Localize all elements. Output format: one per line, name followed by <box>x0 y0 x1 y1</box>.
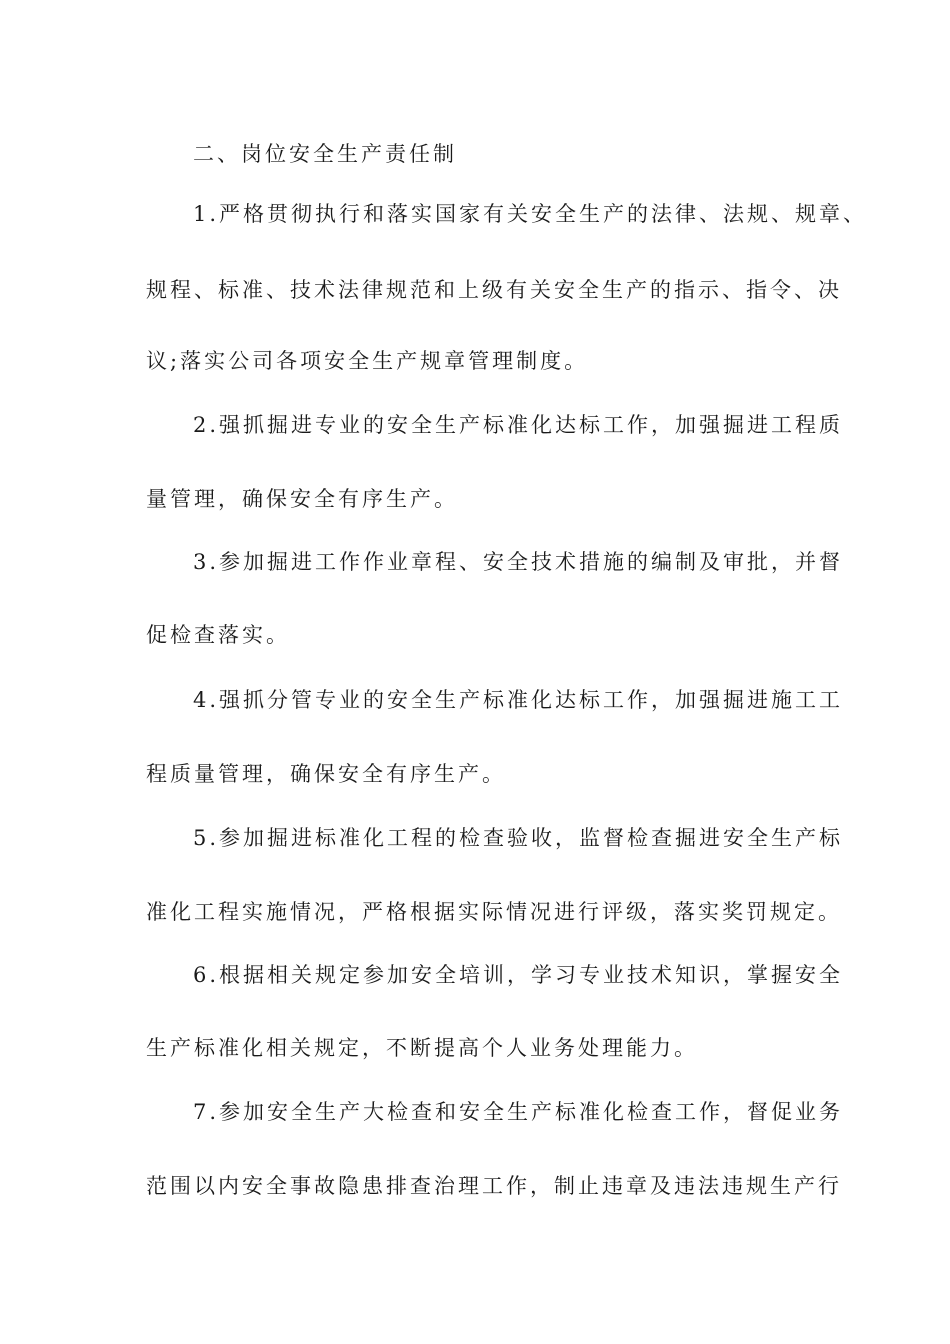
paragraph-3-line-2: 促检查落实。 <box>146 623 290 647</box>
paragraph-1-line-3: 议;落实公司各项安全生产规章管理制度。 <box>146 349 589 373</box>
paragraph-1-line-2: 规程、标准、技术法律规范和上级有关安全生产的指示、指令、决 <box>146 278 842 302</box>
paragraph-5-line-2: 准化工程实施情况，严格根据实际情况进行评级，落实奖罚规定。 <box>146 900 842 924</box>
paragraph-2-line-2: 量管理，确保安全有序生产。 <box>146 487 458 511</box>
paragraph-4-line-2: 程质量管理，确保安全有序生产。 <box>146 762 506 786</box>
paragraph-7-line-2: 范围以内安全事故隐患排查治理工作，制止违章及违法违规生产行 <box>146 1174 842 1198</box>
paragraph-4-line-1: 4.强抓分管专业的安全生产标准化达标工作，加强掘进施工工 <box>193 688 844 712</box>
paragraph-3-line-1: 3.参加掘进工作作业章程、安全技术措施的编制及审批，并督 <box>193 550 844 574</box>
paragraph-6-line-1: 6.根据相关规定参加安全培训，学习专业技术知识，掌握安全 <box>193 963 844 987</box>
paragraph-6-line-2: 生产标准化相关规定，不断提高个人业务处理能力。 <box>146 1036 698 1060</box>
section-heading: 二、岗位安全生产责任制 <box>193 142 457 166</box>
paragraph-5-line-1: 5.参加掘进标准化工程的检查验收，监督检查掘进安全生产标 <box>193 826 844 850</box>
paragraph-1-line-1: 1.严格贯彻执行和落实国家有关安全生产的法律、法规、规章、 <box>193 202 868 226</box>
paragraph-2-line-1: 2.强抓掘进专业的安全生产标准化达标工作，加强掘进工程质 <box>193 413 844 437</box>
paragraph-7-line-1: 7.参加安全生产大检查和安全生产标准化检查工作，督促业务 <box>193 1100 844 1124</box>
